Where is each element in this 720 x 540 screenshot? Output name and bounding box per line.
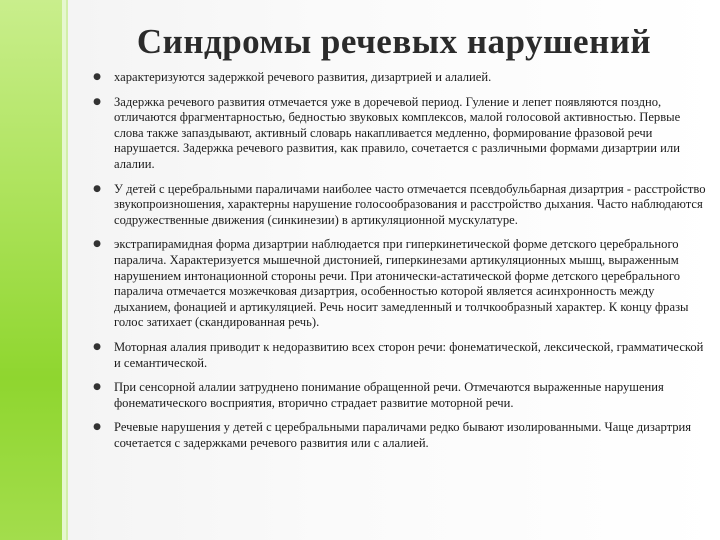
bullet-text: Задержка речевого развития отмечается уже в доречевой период. Гуление и лепет появляются поздно, отличаются фрагментарностью, бедностью звуковых комплексов, малой голосовой активностью. Первые слова также запаздывают, активный словарь накапливается медленно, формирование фразовой речи нарушается. Задержка речевого развития, как правило, сочетается с различными формами дизартрии или алалии. [114, 94, 681, 171]
bullet-item [90, 95, 710, 173]
bullet-text: экстрапирамидная форма дизартрии наблюдается при гиперкинетической форме детского церебрального паралича. Характеризуется мышечной дистонией, гиперкинезами артикуляционных мышц, выраженным нарушением интонационной стороны речи. При атонически-астатической форме детского церебрального паралича отмечается мозжечковая дизартрия, особенностью которой является асинхронность между дыханием, фонацией и артикуляцией. Речь носит замедленный и толчкообразный характер. К концу фразы голос затихает (скандированная речь). [114, 237, 689, 330]
bullet-text: При сенсорной алалии затруднено понимание обращенной речи. Отмечаются выраженные нарушения фонематического восприятия, вторично страдает развитие моторной речи. [114, 380, 664, 410]
bullet-dot-icon: ● [93, 341, 101, 352]
bullet-item [90, 182, 710, 229]
bullet-dot-icon: ● [93, 422, 101, 433]
bullet-text: У детей с церебральными параличами наиболее часто отмечается псевдобульбарная дизартрия - расстройство звукопроизношения, характерны нарушение голосообразования и расстройство дыхания. Часто наблюдаются содружественные движения (синкинезии) в артикуляционной мускулатуре. [114, 181, 706, 227]
bullet-item [90, 340, 710, 371]
bullet-dot-icon: ● [93, 72, 101, 82]
bullet-item [90, 237, 710, 331]
bullet-item [90, 420, 710, 451]
slide-title: Синдромы речевых нарушений [136, 22, 652, 61]
bullet-text: Моторная алалия приводит к недоразвитию всех сторон речи: фонематической, лексической, грамматической и семантической. [114, 339, 704, 370]
bullet-dot-icon: ● [93, 183, 101, 194]
bullet-dot-icon: ● [93, 96, 101, 107]
slide-content [68, 0, 720, 540]
decorative-green-sidebar [0, 0, 62, 540]
bullet-item [90, 70, 710, 86]
bullet-text: Речевые нарушения у детей с церебральными параличами редко бывают изолированными. Чаще дизартрия сочетается с задержками речевого развития или с алалией. [114, 420, 692, 450]
bullet-dot-icon: ● [93, 382, 101, 393]
bullet-text: характеризуются задержкой речевого развития, дизартрией и алалией. [114, 70, 492, 84]
bullet-dot-icon: ● [93, 239, 101, 250]
bullet-item [90, 380, 710, 411]
bullet-list [90, 70, 710, 460]
